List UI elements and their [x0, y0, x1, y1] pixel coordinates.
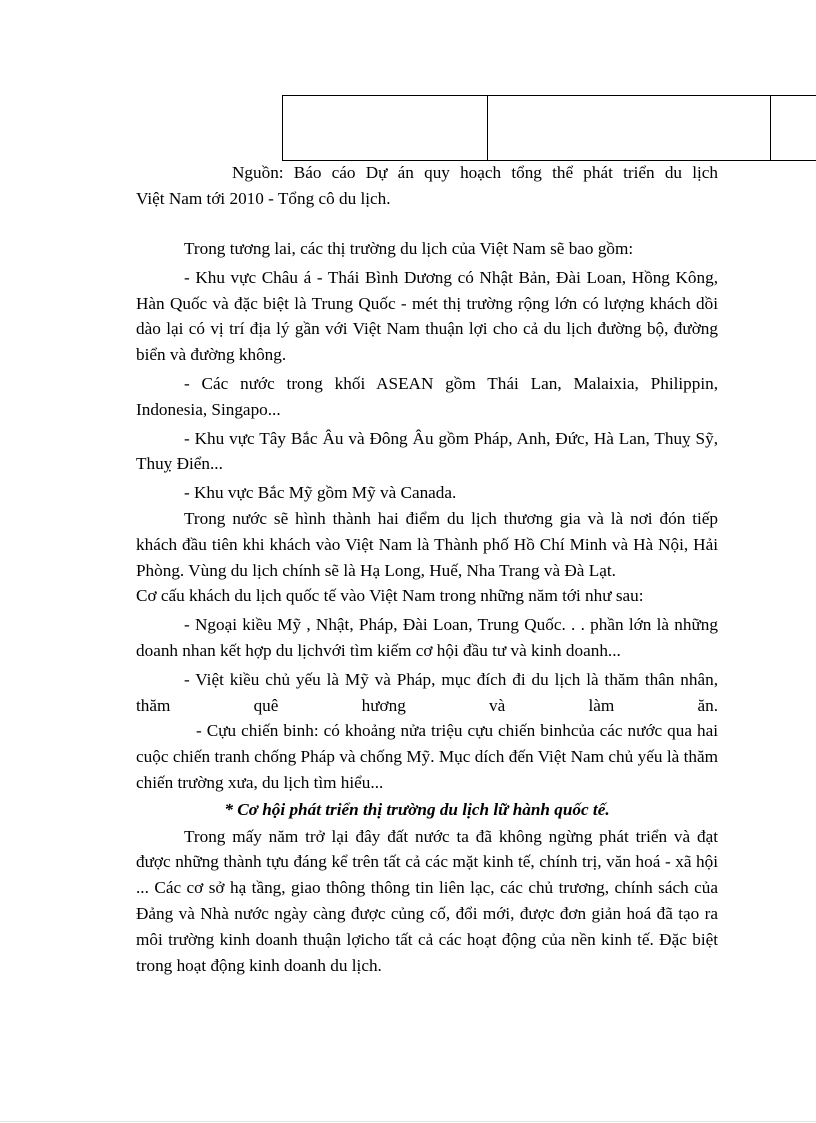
table-cell: [283, 96, 488, 161]
paragraph-veterans: - Cựu chiến binh: có khoảng nửa triệu cựu chiến binhcủa các nước qua hai cuộc chiến tranh chống Pháp và chống Mỹ. Mục dích đến Việt Nam chủ yếu là thăm chiến trường xưa, du lịch tìm hiểu...: [136, 721, 718, 792]
paragraph-overseas-vietnamese: - Việt kiều chủ yếu là Mỹ và Pháp, mục đích đi du lịch là thăm thân nhân, thăm quê hương và làm ăn.: [136, 669, 718, 715]
paragraph-intro: Trong tương lai, các thị trường du lịch của Việt Nam sẽ bao gồm:: [184, 239, 634, 258]
paragraph-visitor-structure: Cơ cấu khách du lịch quốc tế vào Việt Nam trong những năm tới như sau:: [136, 586, 644, 606]
page-bottom-divider: [0, 1121, 816, 1122]
paragraph-foreigners: - Ngoại kiều Mỹ , Nhật, Pháp, Đài Loan, Trung Quốc. . . phần lớn là những doanh nhan kết hợp du lịchvới tìm kiếm cơ hội đầu tư và kinh doanh...: [136, 615, 718, 660]
body-text: [136, 236, 718, 978]
paragraph-asia-pacific: - Khu vực Châu á - Thái Bình Dương có Nhật Bản, Đài Loan, Hồng Kông, Hàn Quốc và đặc biệt là Trung Quốc - mét thị trường rộng lớn có lượng khách dồi dào lại có vị trí địa lý gần với Việt Nam thuận lợi cho cả du lịch đường bộ, đường biển và đường không.: [136, 267, 718, 365]
paragraph-north-america: - Khu vực Bắc Mỹ gồm Mỹ và Canada.: [184, 483, 457, 503]
table-cell: [771, 96, 816, 161]
table-fragment: [282, 95, 816, 161]
paragraph-asean: - Các nước trong khối ASEAN gồm Thái Lan, Malaixia, Philippin, Indonesia, Singapo...: [136, 373, 718, 419]
table-row: [283, 96, 816, 161]
source-line-1: Nguồn: Báo cáo Dự án quy hoạch tổng thể phát triển du lịch: [232, 163, 718, 182]
paragraph-europe: - Khu vực Tây Bắc Âu và Đông Âu gồm Pháp, Anh, Đức, Hà Lan, Thuỵ Sỹ, Thuỵ Điển...: [136, 428, 718, 474]
paragraph-domestic: Trong nước sẽ hình thành hai điểm du lịch thương gia và là nơi đón tiếp khách đầu tiên khi khách vào Việt Nam là Thành phố Hồ Chí Minh và Hà Nội, Hải Phòng. Vùng du lịch chính sẽ là Hạ Long, Huế, Nha Trang và Đà Lạt.: [136, 508, 718, 580]
table-cell: [488, 96, 771, 161]
section-heading: * Cơ hội phát triển thị trường du lịch lữ hành quốc tế.: [224, 799, 610, 819]
table-source-note: [136, 160, 718, 212]
paragraph-opportunities: Trong mấy năm trở lại đây đất nước ta đã không ngừng phát triển và đạt được những thành tựu đáng kể trên tất cả các mặt kinh tế, chính trị, văn hoá - xã hội ... Các cơ sở hạ tầng, giao thông thông tin liên lạc, các chủ trương, chính sách của Đảng và Nhà nước ngày càng được củng cố, đổi mới, được đơn giản hoá đã tạo ra môi trường kinh doanh thuận lợicho tất cả các hoạt động của nền kinh tế. Đặc biệt trong hoạt động kinh doanh du lịch.: [136, 826, 718, 975]
source-line-2: Việt Nam tới 2010 - Tổng cô du lịch.: [136, 188, 391, 208]
